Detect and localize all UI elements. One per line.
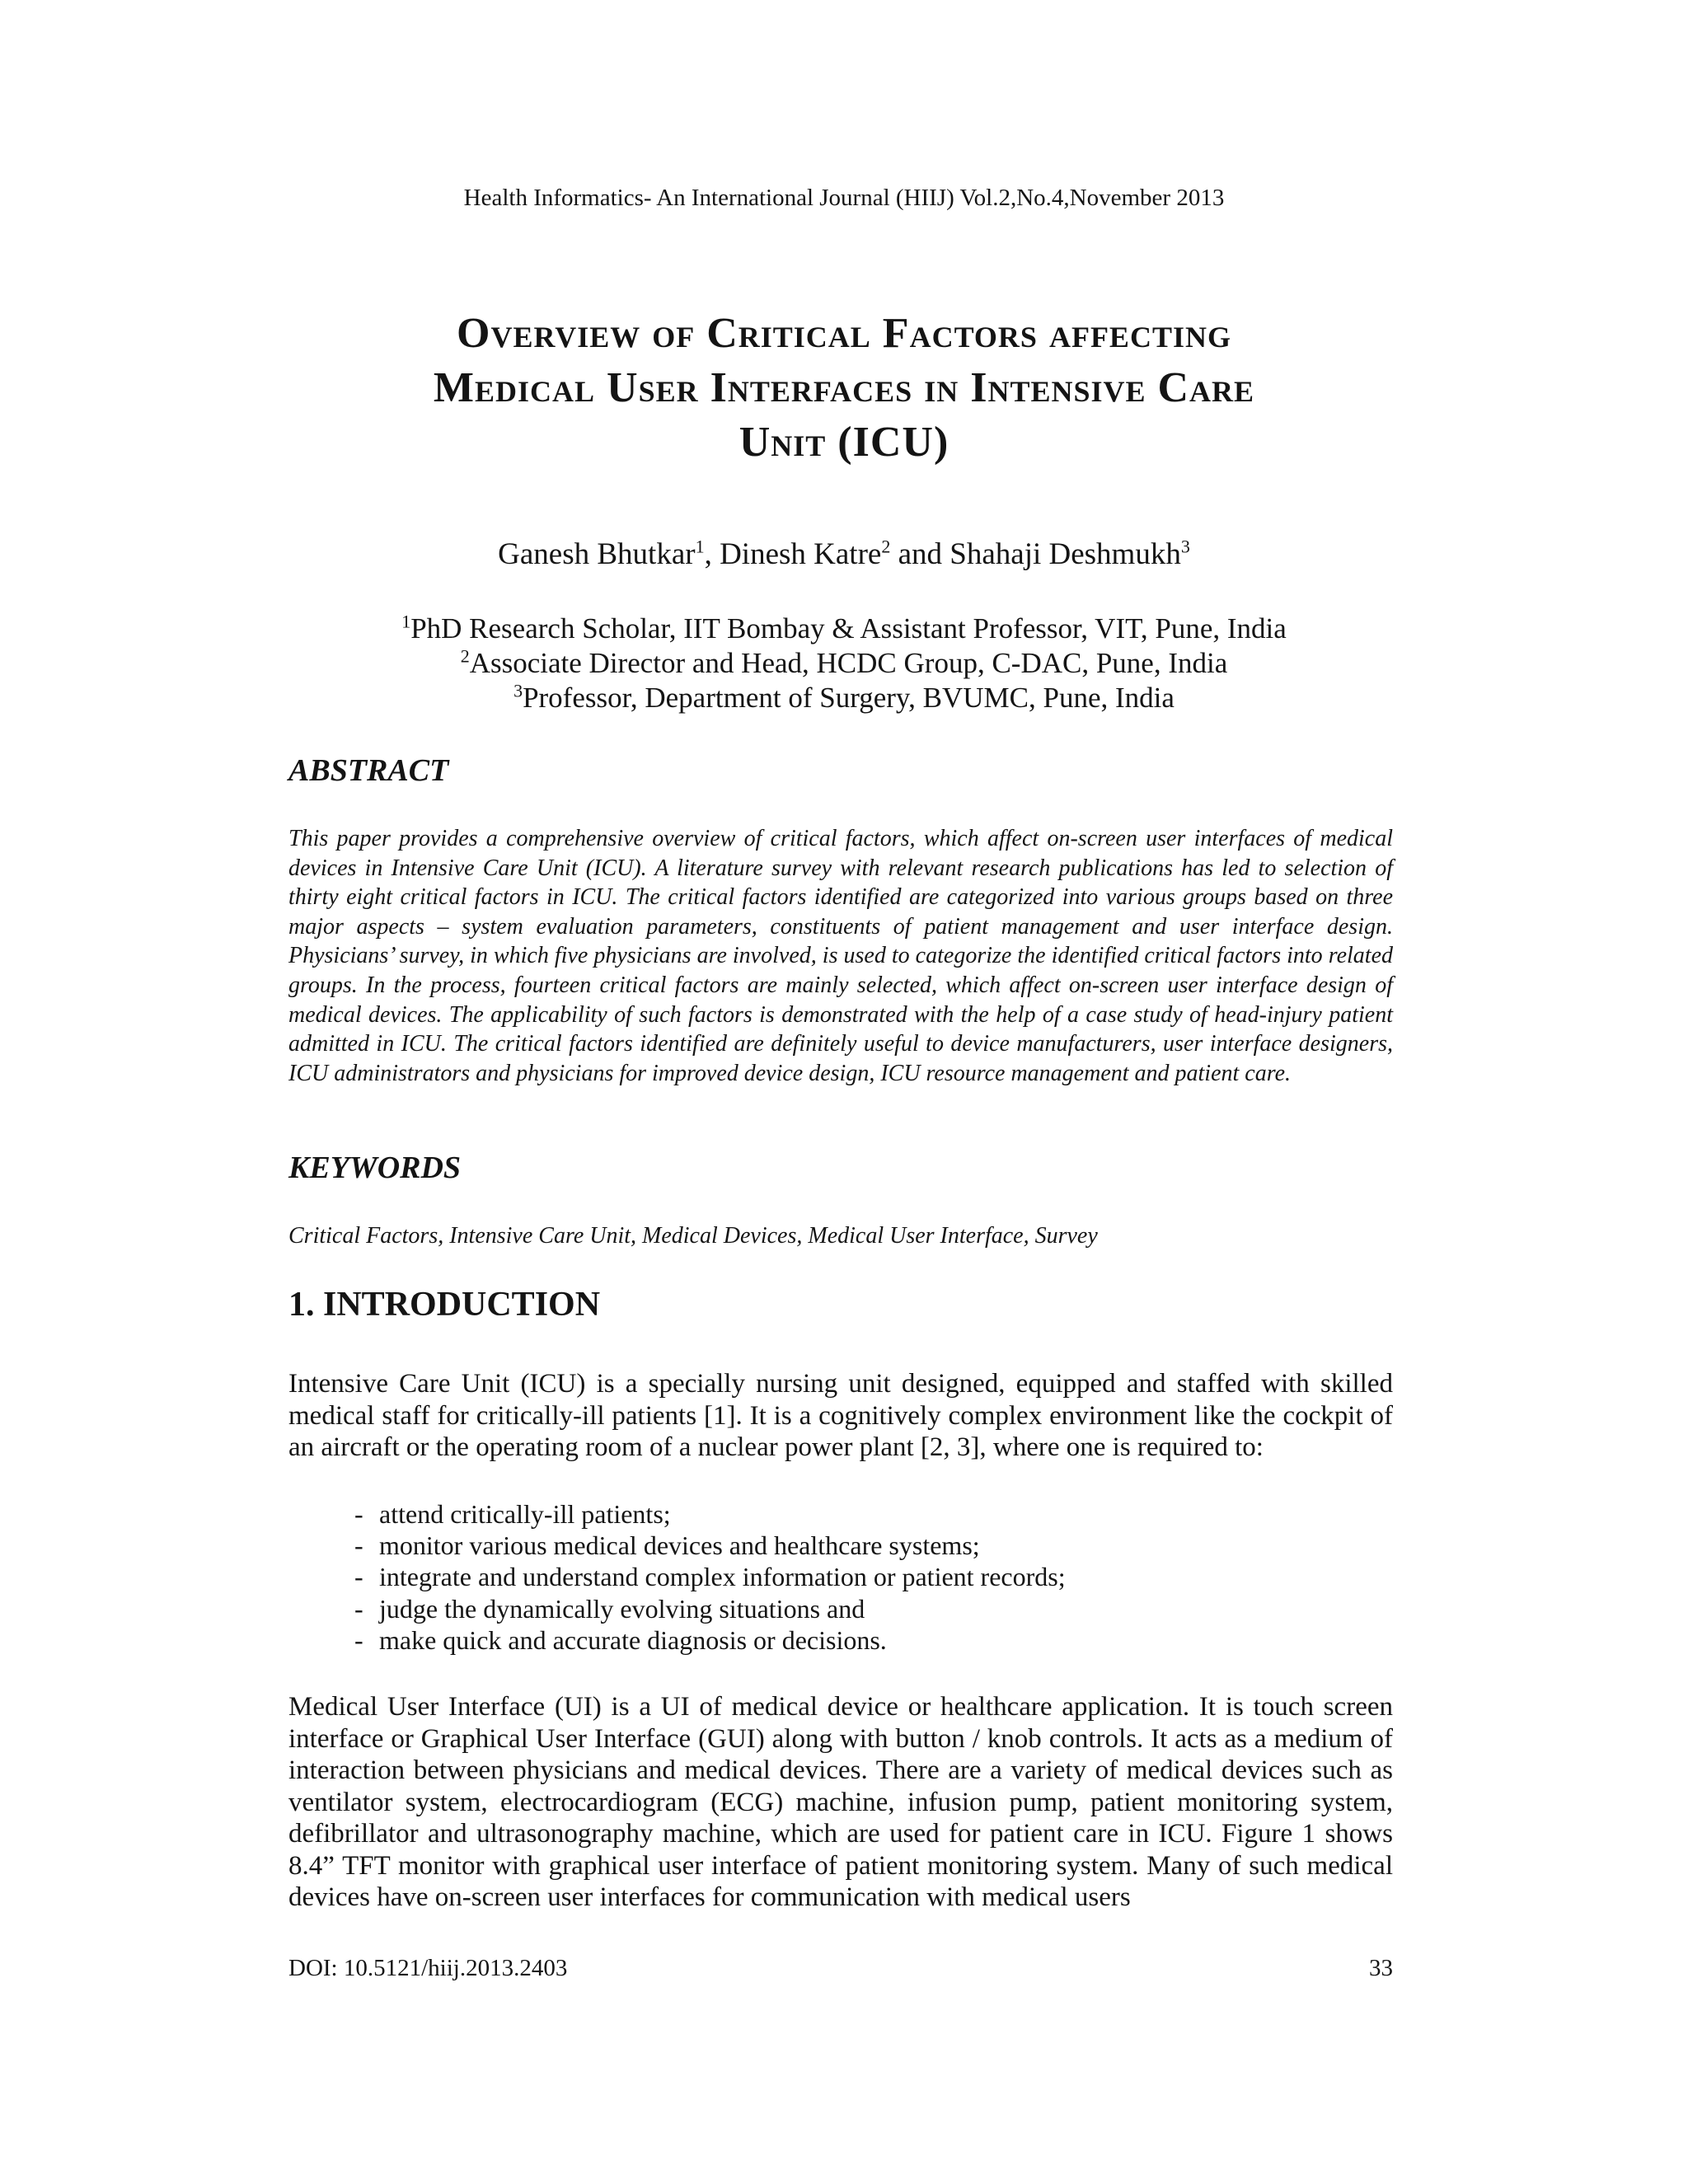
introduction-paragraph: Medical User Interface (UI) is a UI of medical device or healthcare application. It is touch screen interface or Graphical User Interface (GUI) along with button / knob controls. It acts as a medium of interaction between physicians and medical devices. There are a variety of medical devices such as ventilator system, electrocardiogram (ECG) machine, infusion pump, patient monitoring system, defibrillator and ultrasonography machine, which are used for patient care in ICU. Figure 1 shows 8.4” TFT monitor with graphical user interface of patient monitoring system. Many of such medical devices have on-screen user interfaces for communication with medical users	[288, 1692, 1393, 1912]
abstract-text: This paper provides a comprehensive overview of critical factors, which affect on-screen user interfaces of medical devices in Intensive Care Unit (ICU). A literature survey with relevant research publications has led to selection of thirty eight critical factors in ICU. The critical factors identified are categorized into various groups based on three major aspects – system evaluation parameters, constituents of patient management and user interface design. Physicians’ survey, in which five physicians are involved, is used to categorize the identified critical factors into related groups. In the process, fourteen critical factors are mainly selected, which affect on-screen user interface design of medical devices. The applicability of such factors is demonstrated with the help of a case study of head-injury patient admitted in ICU. The critical factors identified are definitely useful to device manufacturers, user interface designers, ICU administrators and physicians for improved device design, ICU resource management and patient care.	[288, 826, 1393, 1086]
affiliation-mark: 1	[401, 611, 411, 632]
title-line: Unit (ICU)	[738, 419, 950, 466]
footer-doi: DOI: 10.5121/hiij.2013.2403	[288, 1955, 568, 1981]
abstract-heading: ABSTRACT	[288, 753, 449, 788]
list-item-text: monitor various medical devices and healthcare systems;	[379, 1530, 980, 1561]
list-item-text: make quick and accurate diagnosis or decisions.	[379, 1624, 887, 1655]
author-affiliation-mark: 1	[695, 536, 705, 557]
list-item	[354, 1561, 1393, 1592]
introduction-paragraph: Intensive Care Unit (ICU) is a specially nursing unit designed, equipped and staffed with skilled medical staff for critically-ill patients [1]. It is a cognitively complex environment like the cockpit of an aircraft or the operating room of a nuclear power plant [2, 3], where one is required to:	[288, 1369, 1393, 1462]
list-item-text: attend critically-ill patients;	[379, 1499, 671, 1529]
author-separator: ,	[704, 537, 720, 571]
affiliation-text: PhD Research Scholar, IIT Bombay & Assistant Professor, VIT, Pune, India	[410, 612, 1287, 644]
affiliation-text: Professor, Department of Surgery, BVUMC, Pune, India	[523, 682, 1175, 714]
author-separator: and	[890, 537, 950, 571]
list-item	[354, 1530, 1393, 1561]
list-item	[354, 1498, 1393, 1530]
paper-title	[214, 307, 1474, 470]
title-line: Medical User Interfaces in Intensive Care	[433, 364, 1255, 411]
author-list	[0, 536, 1688, 574]
affiliation-mark: 2	[460, 645, 470, 667]
author-name: Shahaji Deshmukh	[950, 537, 1181, 571]
affiliation	[0, 681, 1688, 715]
keywords-heading: KEYWORDS	[288, 1151, 462, 1185]
author-affiliation-mark: 2	[881, 536, 891, 557]
list-item-text: judge the dynamically evolving situations and	[379, 1593, 865, 1624]
affiliation-mark: 3	[513, 680, 523, 701]
page-number: 33	[1369, 1955, 1393, 1981]
bullet-dash: -	[354, 1593, 363, 1624]
bullet-dash: -	[354, 1562, 363, 1592]
title-line: Overview of Critical Factors affecting	[457, 310, 1231, 357]
list-item	[354, 1593, 1393, 1624]
introduction-heading: 1. INTRODUCTION	[288, 1286, 601, 1324]
bullet-dash: -	[354, 1624, 363, 1655]
bullet-dash: -	[354, 1499, 363, 1529]
requirements-list	[354, 1498, 1393, 1656]
author-name: Ganesh Bhutkar	[498, 537, 696, 571]
bullet-dash: -	[354, 1530, 363, 1561]
affiliation-list	[0, 612, 1688, 715]
running-head: Health Informatics- An International Journal (HIIJ) Vol.2,No.4,November 2013	[463, 185, 1225, 211]
affiliation	[0, 646, 1688, 681]
affiliation-text: Associate Director and Head, HCDC Group, C-DAC, Pune, India	[469, 647, 1228, 679]
list-item	[354, 1624, 1393, 1656]
author-affiliation-mark: 3	[1180, 536, 1190, 557]
author-name: Dinesh Katre	[720, 537, 882, 571]
keywords-text: Critical Factors, Intensive Care Unit, Medical Devices, Medical User Interface, Survey	[288, 1223, 1098, 1249]
affiliation	[0, 612, 1688, 646]
list-item-text: integrate and understand complex information or patient records;	[379, 1562, 1066, 1592]
